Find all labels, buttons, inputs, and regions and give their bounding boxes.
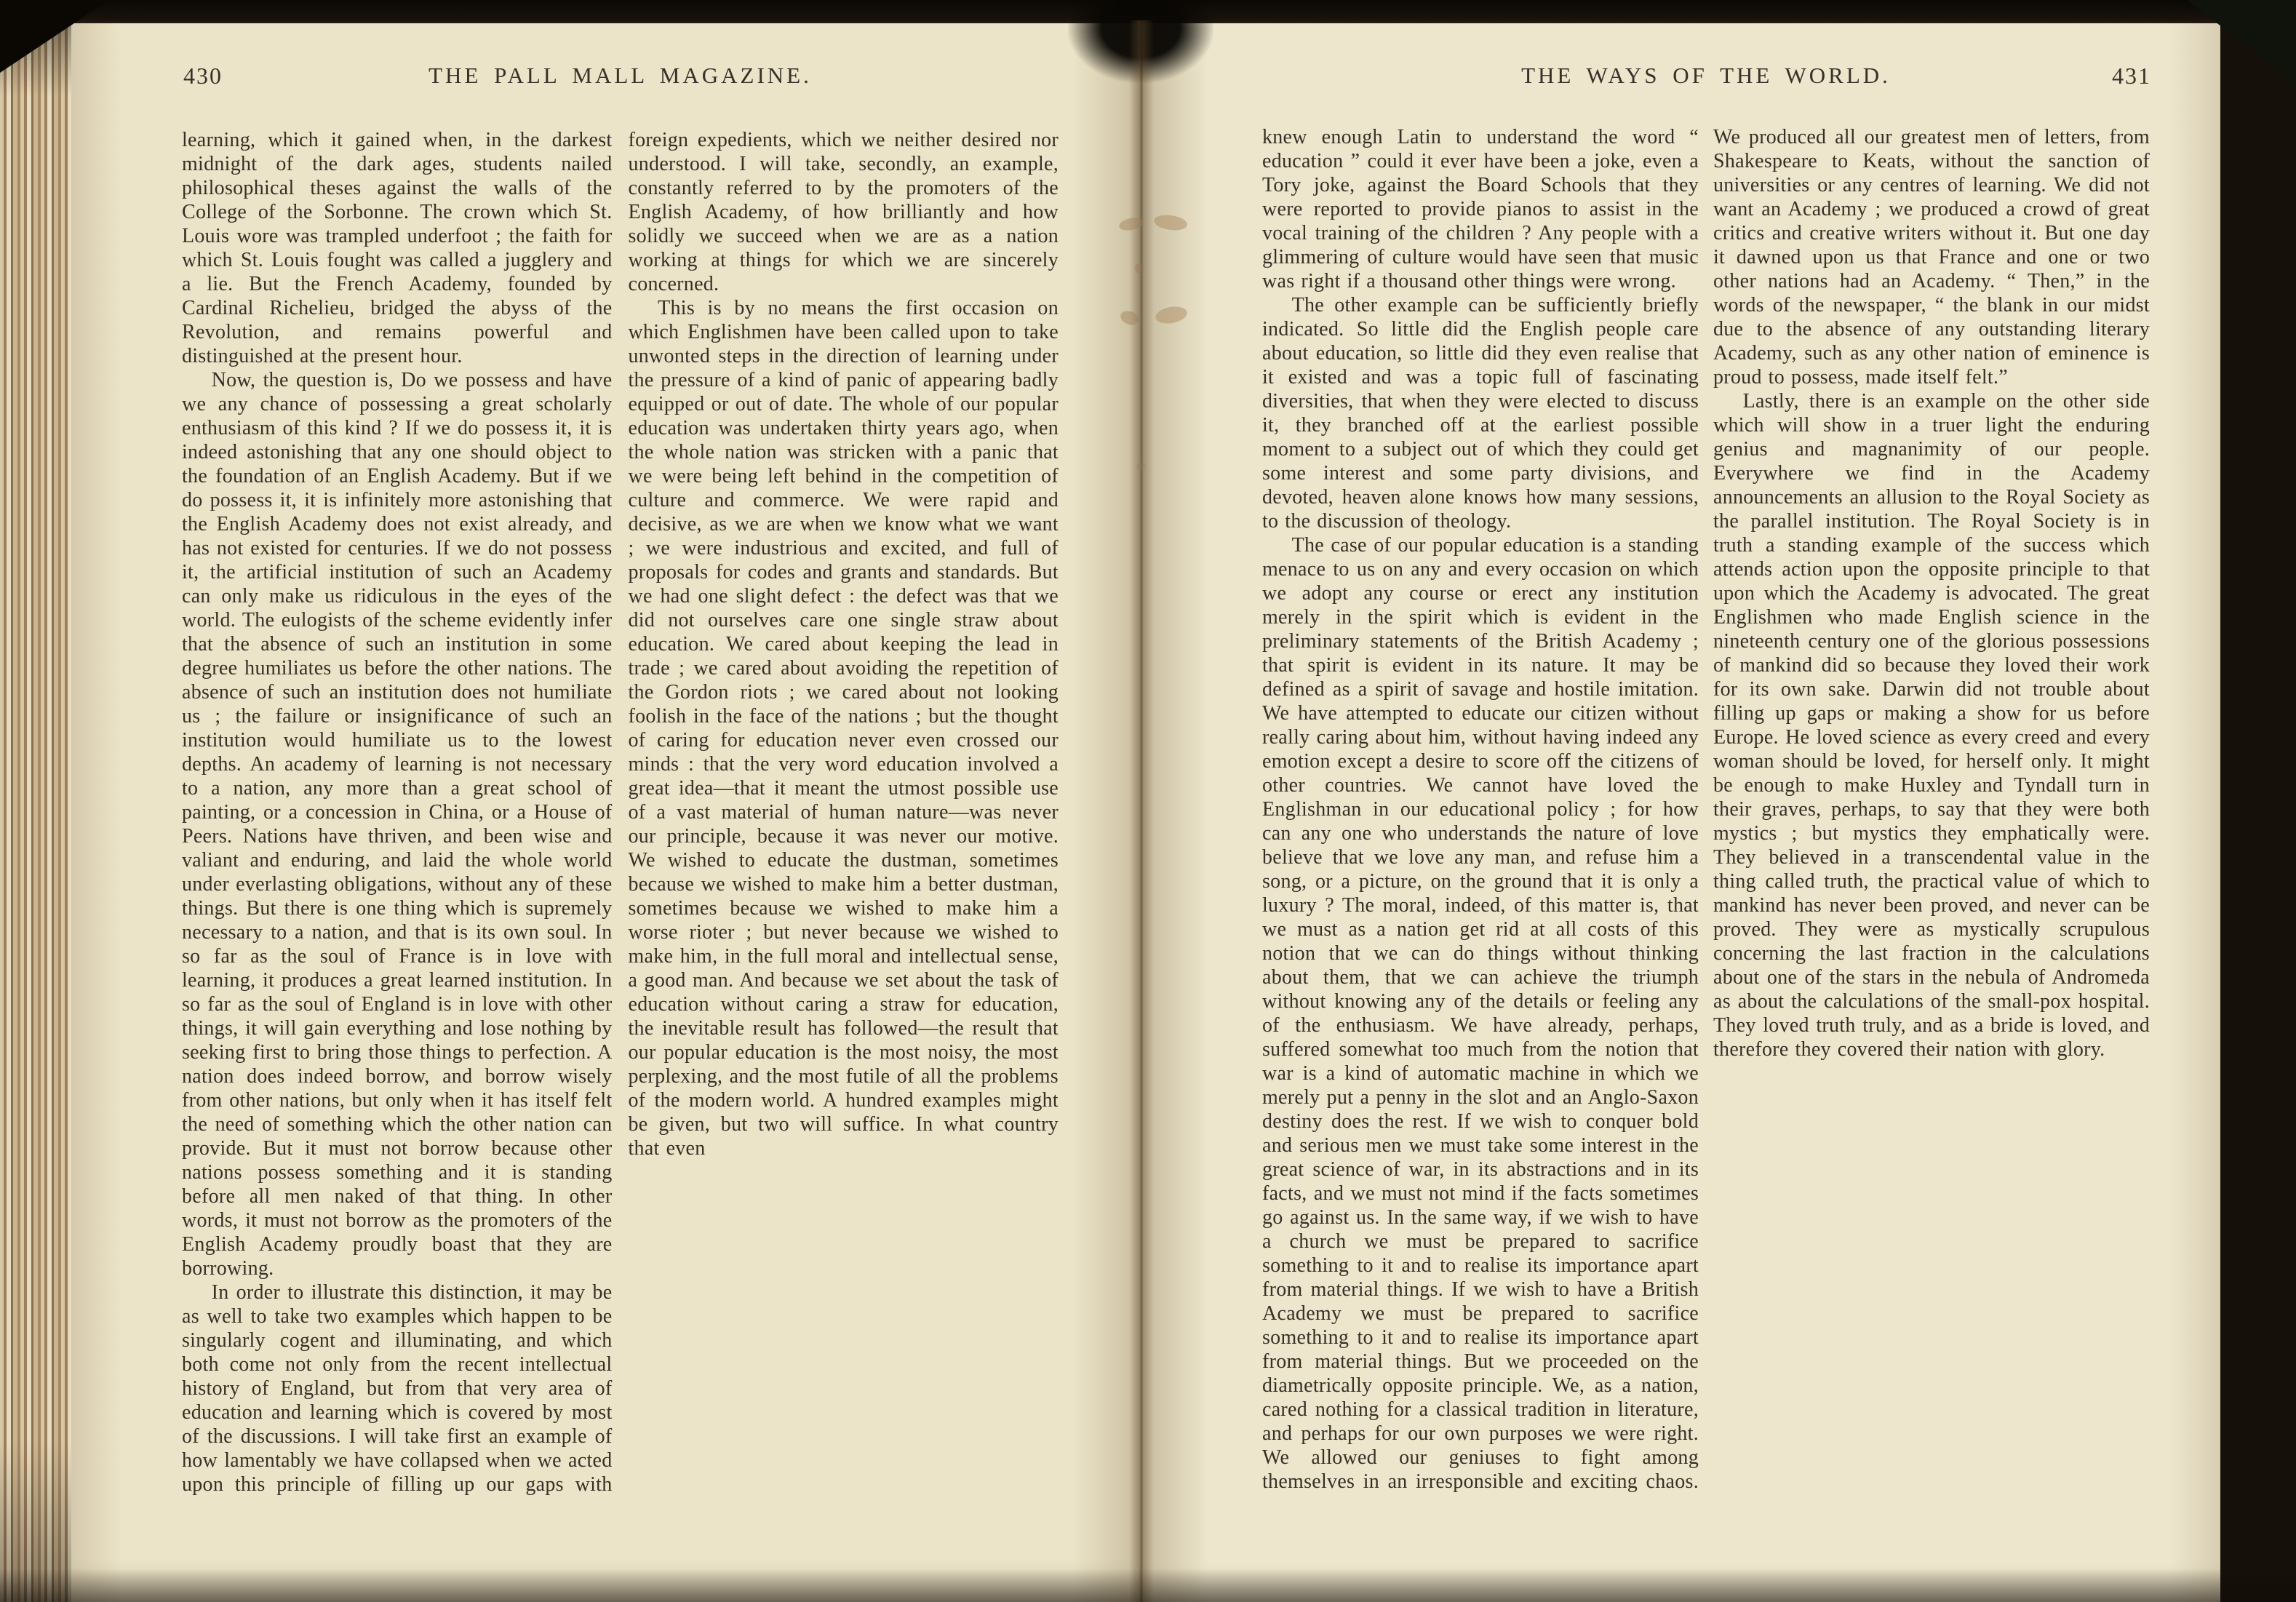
paragraph: Lastly, there is an example on the other side which will show in a truer light the enduring genius and magnanimity of our people. Everywhere we find in the Academy announcements an allusion to the Royal Society as the parallel institution. The Royal Society is in truth a standing example of the success which attends action upon the opposite principle to that upon which the Academy is advocated. The great Englishmen who made English science in the nineteenth century one of the glorious possessions of mankind did so because they loved their work for its own sake. Darwin did not trouble about filling up gaps or making a show for us before Europe. He loved science as every creed and every woman should be loved, for herself only. It might be enough to make Huxley and Tyndall turn in their graves, perhaps, to say that they were both mystics ; but mystics they emphatically were. They believed in a transcendental value in the thing called truth, the practical value of which to mankind has never been proved, and never can be proved. They were as mystically scrupulous concerning the last fraction in the calculations about one of the stars in the nebula of Andromeda as about the calculations of the small-pox hospital. They loved truth truly, and as a bride is loved, and therefore they covered their nation with glory. [1713,390,2150,1061]
paragraph: knew enough Latin to understand the word “ education ” could it ever have been a joke, even a Tory joke, against the Board Schools that they were reported to provide pianos to assist in the vocal training of the children ? Any people with a glimmering of culture would have seen that music was right if a thousand other things were wrong. [1262,126,1699,292]
paragraph: In order to illustrate this distinction, it may be as well to take two examples which happen to be singularly cogent and illuminating, and which both come not only from the recent intellectual history of England, but from that very area of education and learning which is covered by most of the discussions. I will take first an example of how lamentably we have collapsed when we acted upon this principle of filling up our gaps with foreign expedients, which we neither desired nor understood. I will take, secondly, an example, constantly referred to by the promoters of the English Academy, of how brilliantly and how solidly we succeed when we are as a nation working at things for which we are sincerely concerned. [182,129,1059,1496]
left-page-edges [0,0,71,1602]
paragraph: Now, the question is, Do we possess and have we any chance of possessing a great scholarly enthusiasm of this kind ? If we do possess it, it is indeed astonishing that any one should object to the foundation of an English Academy. But if we do possess it, it is infinitely more astonishing that the English Academy does not exist already, and has not existed for centuries. If we do not possess it, the artificial institution of such an Academy can only make us ridiculous in the eyes of the world. The eulogists of the scheme evidently infer that the absence of such an institution in some degree humiliates us before the other nations. The absence of such an institution does not humiliate us ; the failure or insignificance of such an institution would humiliate us to the lowest depths. An academy of learning is not necessary to a nation, any more than a great school of painting, or a concession in China, or a House of Peers. Nations have thriven, and been wise and valiant and enduring, and laid the whole world under everlasting obligations, without any of these things. But there is one thing which is supremely necessary to a nation, and that is its own soul. In so far as the soul of France is in love with learning, it produces a great learned institution. In so far as the soul of England is in love with other things, it will gain everything and lose nothing by seeking first to bring those things to perfection. A nation does indeed borrow, and borrow wisely from other nations, but only when it has itself felt the need of something which the other nation can provide. But it must not borrow because other nations possess something and it is standing before all men naked of that thing. In other words, it must not borrow as the promoters of the English Academy proudly boast that they are borrowing. [182,369,613,1280]
right-page-number: 431 [2112,63,2151,89]
left-page-text [182,128,1059,1510]
gutter-stain [1135,263,1142,274]
right-page-text [1262,125,2150,1512]
paragraph: The other example can be sufficiently briefly indicated. So little did the English people care about education, so little did they even realise that it existed and was a topic full of fascinating diversities, that when they were elected to discuss it, they branched off at the earliest possible moment to a subject out of which they could get some interest and some party divisions, and devoted, heaven alone knows how many sessions, to the discussion of theology. [1262,294,1699,533]
book-gutter-crease [1129,20,1154,1602]
right-page-edges [2219,0,2296,1602]
right-running-title: THE WAYS OF THE WORLD. [1521,63,1891,88]
gutter-stain [1136,463,1145,470]
left-page-number: 430 [183,63,223,89]
paragraph: The case of our popular education is a standing menace to us on any and every occasion on which we adopt any course or erect any institution merely in the spirit which is evident in the preliminary statements of the British Academy ; that spirit is evident in its nature. It may be defined as a spirit of savage and hostile imitation. We have attempted to educate our citizen without really caring about him, without having indeed any emotion except a desire to score off the citizens of other countries. We cannot have loved the Englishman in our educational policy ; for how can any one who understands the nature of love believe that we love any man, and refuse him a song, or a picture, on the ground that it is only a luxury ? The moral, indeed, of this matter is, that we must as a nation get rid at all costs of this notion that we can do things without thinking about them, that we can achieve the triumph without knowing any of the details or feeling any of the enthusiasm. We have already, perhaps, suffered somewhat too much from the notion that war is a kind of automatic machine in which we merely put a penny in the slot and an Anglo-Saxon destiny does the rest. If we wish to conquer bold and serious men we must take some interest in the great science of war, in its abstractions and in its facts, and we must not mind if the facts sometimes go against us. In the same way, if we wish to have a church we must be prepared to sacrifice something to it and to realise its importance apart from material things. If we wish to have a British Academy we must be prepared to sacrifice something to it and to realise its importance apart from material things. But we proceeded on the diametrically opposite principle. We, as a nation, cared nothing for a classical tradition in literature, and perhaps for our own purposes we were right. We allowed our geniuses to fight among themselves in an irresponsible and exciting chaos. We produced all our greatest men of letters, from Shakespeare to Keats, without the sanction of universities or any centres of learning. We did not want an Academy ; we produced a crowd of great critics and creative writers without it. But one day it dawned upon us that France and one or two other nations had an Academy. “ Then,” in the words of the newspaper, “ the blank in our midst due to the absence of any outstanding literary Academy, such as any other nation of eminence is proud to possess, made itself felt.” [1262,126,2150,1493]
paragraph: This is by no means the first occasion on which Englishmen have been called upon to take unwonted steps in the direction of learning under the pressure of a kind of panic of appearing badly equipped or out of date. The whole of our popular education was undertaken thirty years ago, when the whole nation was stricken with a panic that we were being left behind in the competition of culture and commerce. We were rapid and decisive, as we are when we know what we want ; we were industrious and excited, and full of proposals for codes and grants and standards. But we had one slight defect : the defect was that we did not ourselves care one single straw about education. We cared about keeping the lead in trade ; we cared about avoiding the repetition of the Gordon riots ; we cared about not looking foolish in the face of the nations ; but the thought of caring for education never even crossed our minds : that the very word education involved a great idea—that it meant the utmost possible use of a vast material of human nature—was never our principle, because it was never our motive. We wished to educate the dustman, sometimes because we wished to make him a better dustman, sometimes because we wished to make him a worse rioter ; but never because we wished to make him, in the full moral and intellectual sense, a good man. And because we set about the task of education without caring a straw for education, the inevitable result has followed—the result that our popular education is the most noisy, the most perplexing, and the most futile of all the problems of the modern world. A hundred examples might be given, but two will suffice. In what country that even [628,297,1059,1160]
paragraph: learning, which it gained when, in the darkest midnight of the dark ages, students nailed philosophical theses against the walls of the College of the Sorbonne. The crown which St. Louis wore was trampled underfoot ; the faith for which St. Louis fought was called a jugglery and a lie. But the French Academy, founded by Cardinal Richelieu, bridged the abyss of the Revolution, and remains powerful and distinguished at the present hour. [182,129,613,367]
book-bottom-shadow [0,1569,2296,1602]
left-running-title: THE PALL MALL MAGAZINE. [428,63,812,88]
